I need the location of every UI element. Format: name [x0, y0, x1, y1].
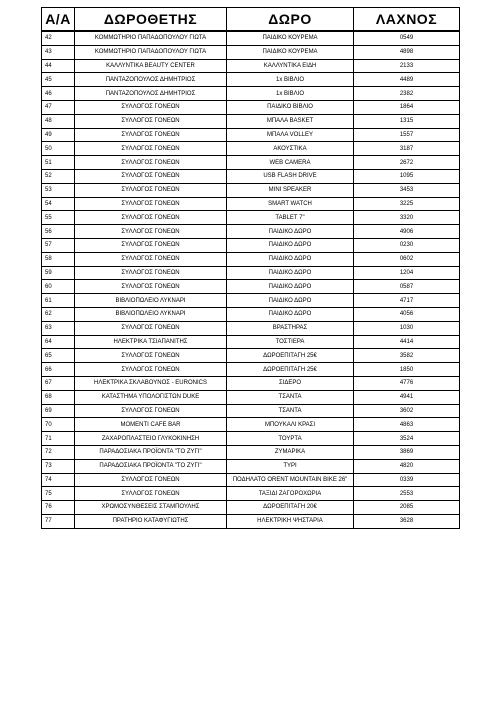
ticket-cell: 3320	[354, 211, 460, 225]
gift-cell: ΠΑΙΔΙΚΟ ΒΙΒΛΙΟ	[227, 100, 354, 114]
donor-cell: ΚΟΜΜΩΤΗΡΙΟ ΠΑΠΑΔΟΠΟΥΛΟΥ ΓΙΩΤΑ	[75, 45, 227, 59]
table-row	[42, 335, 460, 349]
donor-cell: ΣΥΛΛΟΓΟΣ ΓΟΝΕΩΝ	[75, 156, 227, 170]
ticket-cell: 4717	[354, 294, 460, 308]
gift-cell: MINI SPEAKER	[227, 183, 354, 197]
donor-cell: ΣΥΛΛΟΓΟΣ ΓΟΝΕΩΝ	[75, 100, 227, 114]
table-row	[42, 238, 460, 252]
ticket-cell: 0587	[354, 280, 460, 294]
donor-cell: ΣΥΛΛΟΓΟΣ ΓΟΝΕΩΝ	[75, 266, 227, 280]
ticket-cell: 4906	[354, 225, 460, 239]
header-gift: ΔΩΡΟ	[227, 8, 354, 32]
gift-cell: ΔΩΡΟΕΠΙΤΑΓΗ 25€	[227, 349, 354, 363]
gift-cell: USB FLASH DRIVE	[227, 169, 354, 183]
gift-cell: ΗΛΕΚΤΡΙΚΗ ΨΗΣΤΑΡΙΑ	[227, 514, 354, 528]
donor-cell: ΣΥΛΛΟΓΟΣ ΓΟΝΕΩΝ	[75, 114, 227, 128]
donor-cell: ΖΑΧΑΡΟΠΛΑΣΤΕΙΟ ΓΛΥΚΟΚΙΝΗΣΗ	[75, 432, 227, 446]
gift-cell: ΤΣΑΝΤΑ	[227, 404, 354, 418]
gift-cell: ΤΣΑΝΤΑ	[227, 390, 354, 404]
gift-cell: ΔΩΡΟΕΠΙΤΑΓΗ 25€	[227, 363, 354, 377]
ticket-cell: 1095	[354, 169, 460, 183]
gift-cell: WEB CAMERA	[227, 156, 354, 170]
table-body	[42, 31, 460, 528]
ticket-cell: 0549	[354, 31, 460, 45]
ticket-cell: 4898	[354, 45, 460, 59]
gift-cell: SMART WATCH	[227, 197, 354, 211]
gift-cell: ΠΑΙΔΙΚΟ ΔΩΡΟ	[227, 294, 354, 308]
table-row	[42, 514, 460, 528]
table-row	[42, 211, 460, 225]
gift-cell: ΠΑΙΔΙΚΟ ΔΩΡΟ	[227, 307, 354, 321]
row-index: 56	[42, 225, 75, 239]
gift-cell: ΜΠΑΛΑ VOLLEY	[227, 128, 354, 142]
ticket-cell: 4056	[354, 307, 460, 321]
ticket-cell: 1557	[354, 128, 460, 142]
row-index: 67	[42, 376, 75, 390]
donor-cell: ΣΥΛΛΟΓΟΣ ΓΟΝΕΩΝ	[75, 169, 227, 183]
row-index: 68	[42, 390, 75, 404]
donor-cell: ΣΥΛΛΟΓΟΣ ΓΟΝΕΩΝ	[75, 363, 227, 377]
row-index: 63	[42, 321, 75, 335]
ticket-cell: 1850	[354, 363, 460, 377]
donor-cell: ΚΟΜΜΩΤΗΡΙΟ ΠΑΠΑΔΟΠΟΥΛΟΥ ΓΙΩΤΑ	[75, 31, 227, 45]
ticket-cell: 4489	[354, 73, 460, 87]
donor-cell: ΣΥΛΛΟΓΟΣ ΓΟΝΕΩΝ	[75, 142, 227, 156]
row-index: 45	[42, 73, 75, 87]
donor-cell: ΧΡΩΜΟΣΥΝΘΕΣΕΙΣ ΣΤΑΜΠΟΥΛΗΣ	[75, 501, 227, 515]
ticket-cell: 1204	[354, 266, 460, 280]
gift-cell: ΤΟΥΡΤΑ	[227, 432, 354, 446]
row-index: 64	[42, 335, 75, 349]
table-row	[42, 349, 460, 363]
table-row	[42, 87, 460, 101]
ticket-cell: 2085	[354, 501, 460, 515]
table-header	[42, 8, 460, 32]
ticket-cell: 4941	[354, 390, 460, 404]
table-row	[42, 169, 460, 183]
donor-cell: ΣΥΛΛΟΓΟΣ ΓΟΝΕΩΝ	[75, 349, 227, 363]
donor-cell: ΠΡΑΤΗΡΙΟ ΚΑΤΑΦΥΓΙΩΤΗΣ	[75, 514, 227, 528]
ticket-cell: 3602	[354, 404, 460, 418]
donor-cell: ΠΑΝΤΑΖΟΠΟΥΛΟΣ ΔΗΜΗΤΡΙΟΣ	[75, 87, 227, 101]
gift-cell: 1x ΒΙΒΛΙΟ	[227, 73, 354, 87]
table-row	[42, 404, 460, 418]
donor-cell: ΣΥΛΛΟΓΟΣ ΓΟΝΕΩΝ	[75, 211, 227, 225]
row-index: 73	[42, 459, 75, 473]
donor-cell: ΠΑΡΑΔΟΣΙΑΚΑ ΠΡΟΪΟΝΤΑ "ΤΟ ΖΥΓΙ"	[75, 459, 227, 473]
ticket-cell: 4820	[354, 459, 460, 473]
ticket-cell: 2382	[354, 87, 460, 101]
table-row	[42, 363, 460, 377]
ticket-cell: 4863	[354, 418, 460, 432]
table-row	[42, 252, 460, 266]
table-row	[42, 156, 460, 170]
donor-cell: ΚΑΛΛΥΝΤΙΚΑ BEAUTY CENTER	[75, 59, 227, 73]
ticket-cell: 1315	[354, 114, 460, 128]
donor-cell: ΣΥΛΛΟΓΟΣ ΓΟΝΕΩΝ	[75, 321, 227, 335]
row-index: 62	[42, 307, 75, 321]
table-row	[42, 501, 460, 515]
donor-cell: ΣΥΛΛΟΓΟΣ ΓΟΝΕΩΝ	[75, 252, 227, 266]
row-index: 71	[42, 432, 75, 446]
row-index: 55	[42, 211, 75, 225]
donor-cell: ΣΥΛΛΟΓΟΣ ΓΟΝΕΩΝ	[75, 404, 227, 418]
row-index: 74	[42, 473, 75, 487]
gift-cell: ΖΥΜΑΡΙΚΑ	[227, 445, 354, 459]
row-index: 51	[42, 156, 75, 170]
gift-cell: ΑΚΟΥΣΤΙΚΑ	[227, 142, 354, 156]
gift-cell: ΚΑΛΛΥΝΤΙΚΑ ΕΙΔΗ	[227, 59, 354, 73]
header-row	[42, 8, 460, 32]
row-index: 59	[42, 266, 75, 280]
table-row	[42, 197, 460, 211]
table-row	[42, 59, 460, 73]
table-row	[42, 100, 460, 114]
ticket-cell: 3524	[354, 432, 460, 446]
table-row	[42, 445, 460, 459]
table-row	[42, 45, 460, 59]
ticket-cell: 4776	[354, 376, 460, 390]
table-row	[42, 294, 460, 308]
row-index: 69	[42, 404, 75, 418]
ticket-cell: 3869	[354, 445, 460, 459]
table-row	[42, 432, 460, 446]
table-row	[42, 321, 460, 335]
row-index: 46	[42, 87, 75, 101]
row-index: 60	[42, 280, 75, 294]
ticket-cell: 3225	[354, 197, 460, 211]
gift-cell: ΜΠΑΛΑ BASKET	[227, 114, 354, 128]
donor-cell: ΣΥΛΛΟΓΟΣ ΓΟΝΕΩΝ	[75, 238, 227, 252]
ticket-cell: 2553	[354, 487, 460, 501]
table-row	[42, 390, 460, 404]
row-index: 49	[42, 128, 75, 142]
table-row	[42, 418, 460, 432]
gift-cell: ΠΑΙΔΙΚΟ ΚΟΥΡΕΜΑ	[227, 45, 354, 59]
gift-cell: ΤΟΣΤΙΕΡΑ	[227, 335, 354, 349]
table-row	[42, 307, 460, 321]
row-index: 76	[42, 501, 75, 515]
gift-cell: ΤΑΞΙΔΙ ΖΑΓΟΡΟΧΩΡΙΑ	[227, 487, 354, 501]
row-index: 47	[42, 100, 75, 114]
table-row	[42, 142, 460, 156]
ticket-cell: 0339	[354, 473, 460, 487]
row-index: 61	[42, 294, 75, 308]
donor-cell: ΣΥΛΛΟΓΟΣ ΓΟΝΕΩΝ	[75, 280, 227, 294]
row-index: 66	[42, 363, 75, 377]
gift-cell: ΠΟΔΗΛΑΤΟ ORENT MOUNTAIN BIKE 26"	[227, 473, 354, 487]
row-index: 42	[42, 31, 75, 45]
ticket-cell: 2133	[354, 59, 460, 73]
gift-cell: TABLET 7"	[227, 211, 354, 225]
header-ticket: ΛΑΧΝΟΣ	[354, 8, 460, 32]
donor-cell: ΣΥΛΛΟΓΟΣ ΓΟΝΕΩΝ	[75, 197, 227, 211]
ticket-cell: 3628	[354, 514, 460, 528]
gift-cell: ΜΠΟΥΚΑΛΙ ΚΡΑΣΙ	[227, 418, 354, 432]
donor-cell: ΣΥΛΛΟΓΟΣ ΓΟΝΕΩΝ	[75, 183, 227, 197]
table-row	[42, 114, 460, 128]
ticket-cell: 0230	[354, 238, 460, 252]
row-index: 65	[42, 349, 75, 363]
header-donor: ΔΩΡΟΘΕΤΗΣ	[75, 8, 227, 32]
gift-cell: 1x ΒΙΒΛΙΟ	[227, 87, 354, 101]
table-row	[42, 487, 460, 501]
table-row	[42, 280, 460, 294]
row-index: 75	[42, 487, 75, 501]
donor-cell: ΠΑΝΤΑΖΟΠΟΥΛΟΣ ΔΗΜΗΤΡΙΟΣ	[75, 73, 227, 87]
donor-cell: ΚΑΤΑΣΤΗΜΑ ΥΠΟΛΟΓΙΣΤΩΝ DUKE	[75, 390, 227, 404]
table-row	[42, 376, 460, 390]
gift-cell: ΠΑΙΔΙΚΟ ΔΩΡΟ	[227, 280, 354, 294]
donor-cell: ΗΛΕΚΤΡΙΚΑ ΤΣΙΑΠΑΝΙΤΗΣ	[75, 335, 227, 349]
gift-cell: ΠΑΙΔΙΚΟ ΔΩΡΟ	[227, 238, 354, 252]
lottery-results-table	[41, 7, 460, 529]
donor-cell: ΠΑΡΑΔΟΣΙΑΚΑ ΠΡΟΪΟΝΤΑ "ΤΟ ΖΥΓΙ"	[75, 445, 227, 459]
ticket-cell: 2672	[354, 156, 460, 170]
gift-cell: ΠΑΙΔΙΚΟ ΔΩΡΟ	[227, 225, 354, 239]
ticket-cell: 3582	[354, 349, 460, 363]
donor-cell: ΣΥΛΛΟΓΟΣ ΓΟΝΕΩΝ	[75, 225, 227, 239]
donor-cell: ΣΥΛΛΟΓΟΣ ΓΟΝΕΩΝ	[75, 128, 227, 142]
donor-cell: ΣΥΛΛΟΓΟΣ ΓΟΝΕΩΝ	[75, 487, 227, 501]
table-row	[42, 73, 460, 87]
row-index: 52	[42, 169, 75, 183]
ticket-cell: 0602	[354, 252, 460, 266]
ticket-cell: 3453	[354, 183, 460, 197]
table-row	[42, 183, 460, 197]
row-index: 53	[42, 183, 75, 197]
donor-cell: ΣΥΛΛΟΓΟΣ ΓΟΝΕΩΝ	[75, 473, 227, 487]
row-index: 44	[42, 59, 75, 73]
gift-cell: ΣΙΔΕΡΟ	[227, 376, 354, 390]
row-index: 43	[42, 45, 75, 59]
ticket-cell: 1030	[354, 321, 460, 335]
gift-cell: ΠΑΙΔΙΚΟ ΔΩΡΟ	[227, 252, 354, 266]
table-row	[42, 128, 460, 142]
header-index: Α/Α	[42, 8, 75, 32]
gift-cell: ΠΑΙΔΙΚΟ ΔΩΡΟ	[227, 266, 354, 280]
table-row	[42, 225, 460, 239]
gift-cell: ΤΥΡΙ	[227, 459, 354, 473]
row-index: 48	[42, 114, 75, 128]
ticket-cell: 4414	[354, 335, 460, 349]
row-index: 54	[42, 197, 75, 211]
table-row	[42, 266, 460, 280]
donor-cell: ΒΙΒΛΙΟΠΩΛΕΙΟ ΛΥΚΝΑΡΙ	[75, 307, 227, 321]
gift-cell: ΔΩΡΟΕΠΙΤΑΓΗ 20€	[227, 501, 354, 515]
table-row	[42, 31, 460, 45]
donor-cell: ΗΛΕΚΤΡΙΚΑ ΣΚΛΑΒΟΥΝΟΣ - EURONICS	[75, 376, 227, 390]
donor-cell: ΒΙΒΛΙΟΠΩΛΕΙΟ ΛΥΚΝΑΡΙ	[75, 294, 227, 308]
row-index: 77	[42, 514, 75, 528]
row-index: 72	[42, 445, 75, 459]
donor-cell: MOMENTI CAFE BAR	[75, 418, 227, 432]
row-index: 70	[42, 418, 75, 432]
row-index: 50	[42, 142, 75, 156]
table-row	[42, 473, 460, 487]
ticket-cell: 3187	[354, 142, 460, 156]
row-index: 58	[42, 252, 75, 266]
ticket-cell: 1864	[354, 100, 460, 114]
gift-cell: ΒΡΑΣΤΗΡΑΣ	[227, 321, 354, 335]
table-row	[42, 459, 460, 473]
row-index: 57	[42, 238, 75, 252]
gift-cell: ΠΑΙΔΙΚΟ ΚΟΥΡΕΜΑ	[227, 31, 354, 45]
